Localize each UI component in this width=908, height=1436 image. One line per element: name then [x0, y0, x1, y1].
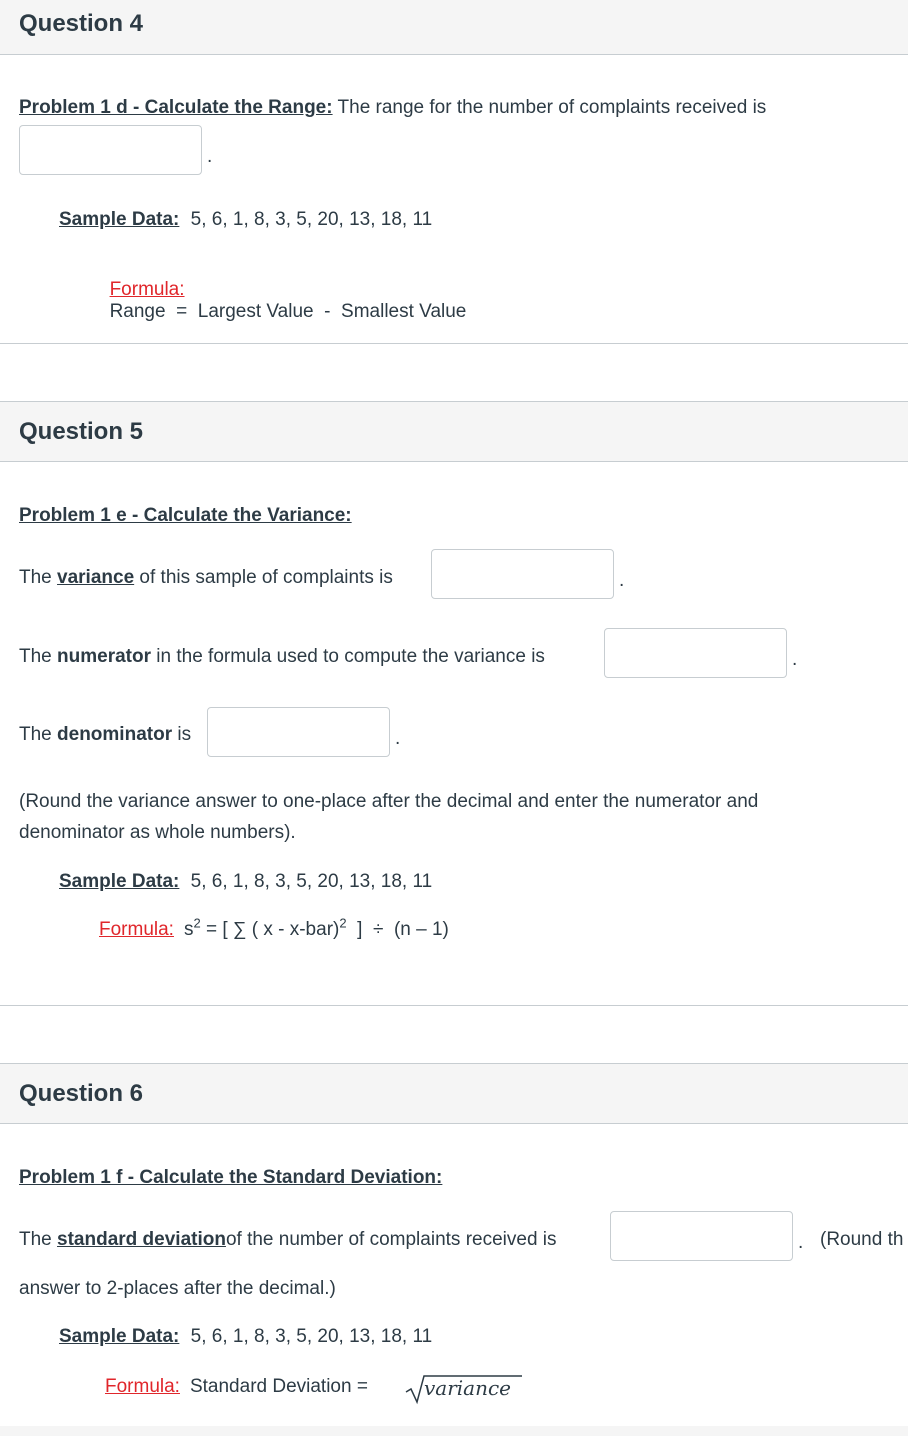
rounding-instructions-cont: denominator as whole numbers).	[19, 822, 296, 843]
numerator-term: numerator	[57, 646, 151, 667]
formula-text: Range = Largest Value - Smallest Value	[109, 301, 467, 322]
formula-exponent: 2	[193, 915, 201, 931]
sd-question	[19, 1229, 557, 1251]
period: .	[207, 146, 213, 167]
formula-divide: ] ÷ (n – 1)	[346, 919, 449, 940]
problem-label: Problem 1 e - Calculate the Variance:	[19, 505, 352, 526]
rounding-instructions: (Round the variance answer to one-place after the decimal and enter the numerator and	[19, 791, 759, 812]
formula-sum: = [ ∑ ( x - x-bar)	[200, 919, 340, 940]
formula-label: Formula:	[105, 1376, 180, 1397]
question-header	[0, 1063, 908, 1124]
numerator-question	[19, 646, 545, 668]
rounding-instructions-cont: answer to 2-places after the decimal.)	[19, 1278, 336, 1299]
formula-label: Formula:	[99, 919, 174, 940]
variance-term: variance	[57, 567, 135, 588]
denominator-term: denominator	[57, 724, 173, 745]
sample-data-values: 5, 6, 1, 8, 3, 5, 20, 13, 18, 11	[190, 871, 433, 892]
sd-answer-input[interactable]	[610, 1211, 793, 1261]
numerator-suffix: in the formula used to compute the variance is	[151, 646, 545, 667]
question-header	[0, 0, 908, 55]
formula-label: Formula:	[109, 279, 185, 300]
sd-prefix: The	[19, 1229, 58, 1250]
formula-s: s	[183, 919, 194, 940]
numerator-prefix: The	[19, 646, 58, 667]
range-answer-input[interactable]	[19, 125, 202, 175]
problem-label: Problem 1 f - Calculate the Standard Deviation:	[19, 1167, 443, 1188]
problem-line	[19, 97, 766, 119]
denominator-suffix: is	[172, 724, 192, 745]
sample-data-label: Sample Data:	[59, 1326, 180, 1347]
variance-suffix: of this sample of complaints is	[134, 567, 393, 588]
problem-line	[19, 1167, 442, 1189]
formula-line	[99, 257, 466, 323]
denominator-prefix: The	[19, 724, 58, 745]
rounding-instructions: (Round th	[820, 1229, 904, 1250]
formula-line	[105, 1376, 373, 1398]
variance-prefix: The	[19, 567, 58, 588]
question-header	[0, 401, 908, 462]
formula-exponent: 2	[339, 915, 347, 931]
sample-data-line	[59, 871, 432, 893]
formula-variance: variance	[424, 1376, 512, 1400]
period: .	[395, 728, 401, 749]
denominator-answer-input[interactable]	[207, 707, 390, 757]
sample-data-label: Sample Data:	[59, 209, 180, 230]
formula-text: Standard Deviation =	[189, 1376, 374, 1397]
numerator-answer-input[interactable]	[604, 628, 787, 678]
period: .	[798, 1232, 804, 1253]
variance-question	[19, 567, 393, 589]
period: .	[792, 649, 798, 670]
question-title: Question 4	[19, 10, 144, 37]
problem-text: The range for the number of complaints received is	[337, 97, 767, 118]
denominator-question	[19, 724, 191, 746]
question-title: Question 5	[19, 418, 144, 445]
footer-band	[0, 1426, 908, 1436]
question-title: Question 6	[19, 1080, 144, 1107]
formula-line	[99, 915, 449, 941]
sd-term: standard deviation	[57, 1229, 226, 1250]
problem-line	[19, 505, 352, 527]
sample-data-values: 5, 6, 1, 8, 3, 5, 20, 13, 18, 11	[190, 209, 433, 230]
problem-label: Problem 1 d - Calculate the Range:	[19, 97, 333, 118]
divider	[0, 343, 908, 344]
sd-suffix: of the number of complaints received is	[225, 1229, 557, 1250]
period: .	[619, 570, 625, 591]
sample-data-line	[59, 209, 432, 231]
sample-data-label: Sample Data:	[59, 871, 180, 892]
sample-data-line	[59, 1326, 432, 1348]
variance-answer-input[interactable]	[431, 549, 614, 599]
divider	[0, 1005, 908, 1006]
sample-data-values: 5, 6, 1, 8, 3, 5, 20, 13, 18, 11	[190, 1326, 433, 1347]
